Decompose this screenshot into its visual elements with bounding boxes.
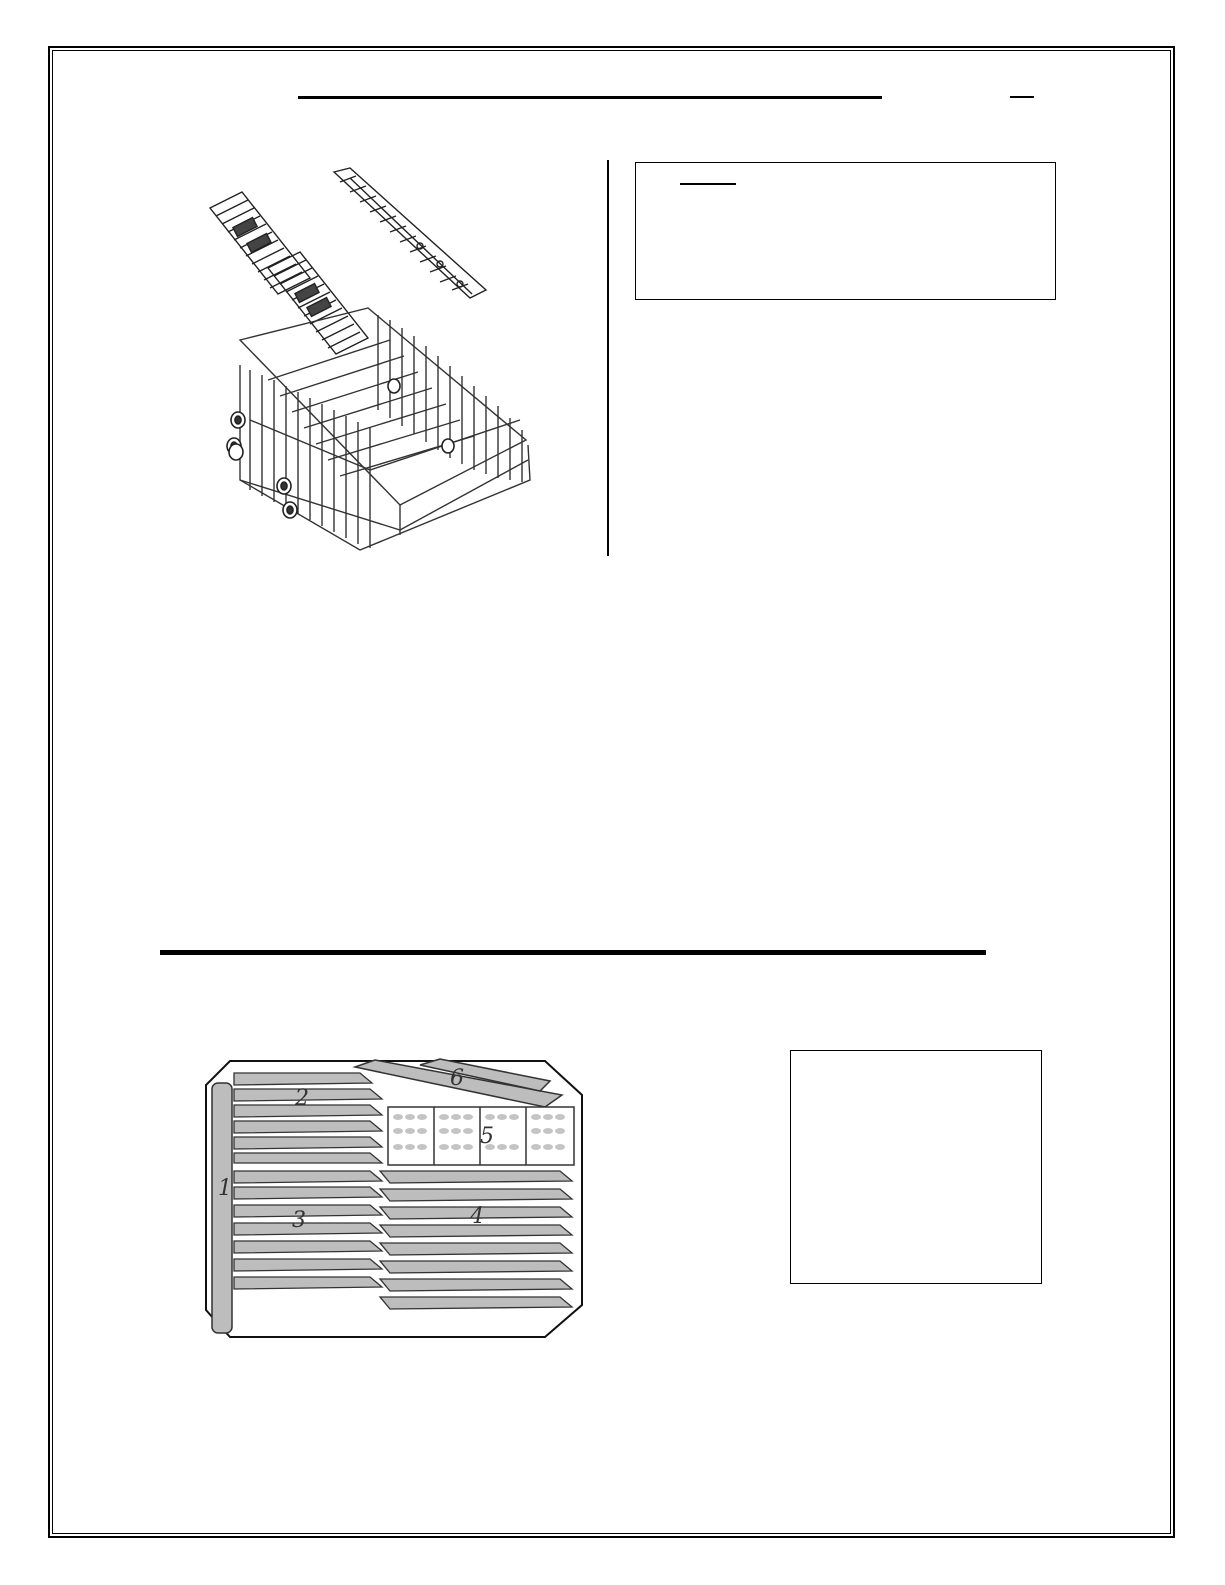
loading-note-box [790, 1050, 1042, 1284]
zone-1-side-tray [212, 1083, 232, 1333]
upper-rack-illustration [190, 160, 550, 560]
column-divider [607, 160, 609, 556]
section2-heading-rule [160, 950, 986, 955]
zone-label-6: 6 [450, 1066, 464, 1091]
zone-label-3: 3 [292, 1208, 306, 1233]
zone-label-5: 5 [480, 1124, 494, 1149]
right-tine-shelf [334, 168, 486, 298]
note-title-underline [680, 183, 736, 185]
rack-wheels [227, 379, 454, 518]
section1-heading-rule [298, 96, 882, 99]
note-box [635, 162, 1056, 300]
zone-label-4: 4 [470, 1204, 484, 1229]
zone-label-2: 2 [295, 1086, 309, 1111]
left-tine-shelf [210, 192, 368, 354]
rack-loading-diagram [200, 1055, 585, 1340]
zone-label-1: 1 [218, 1176, 232, 1201]
page-number [1016, 80, 1044, 100]
